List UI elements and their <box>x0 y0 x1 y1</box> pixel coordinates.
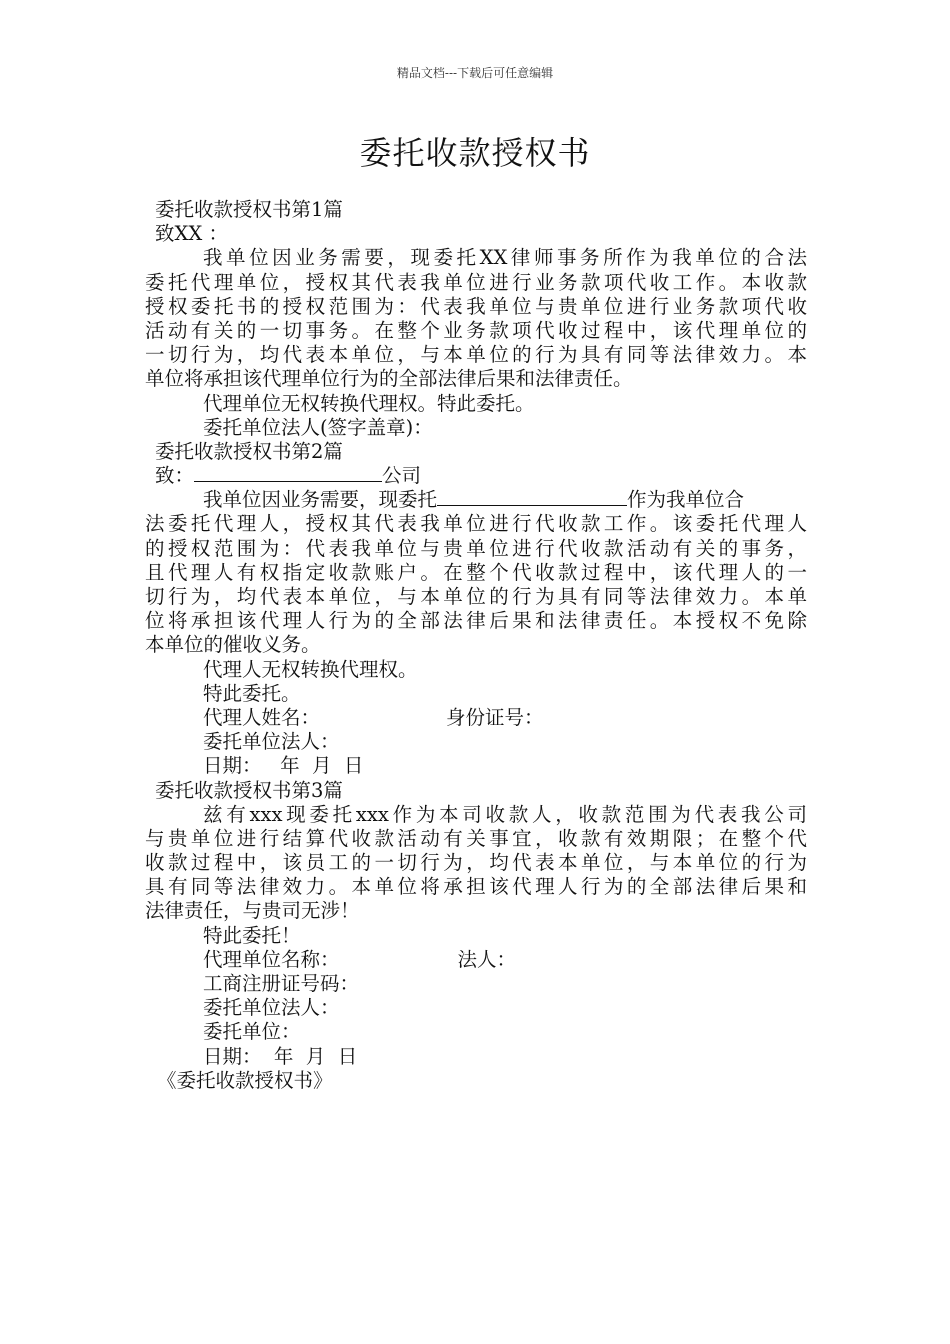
section-2-paragraph-line <box>145 488 807 512</box>
section-2-agent-line <box>145 706 807 730</box>
section-2-paragraph-line: 位将承担该代理人行为的全部法律后果和法律责任。本授权不免除 <box>145 609 807 633</box>
legal-person-label: 法人： <box>457 947 517 971</box>
section-2-hereby: 特此委托。 <box>203 681 301 705</box>
section-3-paragraph-line: 兹有xxx现委托xxx作为本司收款人，收款范围为代表我公司 <box>203 802 807 826</box>
section-3-paragraph-line: 收款过程中，该员工的一切行为，均代表本单位，与本单位的行为 <box>145 851 807 875</box>
section-2-paragraph-line: 本单位的催收义务。 <box>145 633 321 657</box>
section-1-addressee: 致XX ： <box>155 222 228 246</box>
section-3-paragraph-line: 与贵单位进行结算代收款活动有关事宜，收款有效期限；在整个代 <box>145 826 807 850</box>
section-2-paragraph-line: 且代理人有权指定收款账户。在整个代收款过程中，该代理人的一 <box>145 560 807 584</box>
paragraph-start: 我单位因业务需要，现委托 <box>203 488 438 512</box>
section-3-paragraph-line: 具有同等法律效力。本单位将承担该代理人行为的全部法律后果和 <box>145 875 807 899</box>
paragraph-end: 作为我单位合 <box>627 488 745 512</box>
section-3-date: 日期： 年 月 日 <box>203 1044 358 1068</box>
section-1-no-transfer: 代理单位无权转换代理权。特此委托。 <box>203 391 535 415</box>
section-1-signature-line: 委托单位法人(签字盖章)： <box>203 415 433 439</box>
section-1-paragraph-line: 授权委托书的授权范围为：代表我单位与贵单位进行业务款项代收 <box>145 294 807 318</box>
agent-name-label: 代理人姓名： <box>203 705 321 729</box>
agent-unit-label: 代理单位名称： <box>203 947 340 971</box>
document-title: 委托收款授权书 <box>359 134 591 172</box>
section-3-paragraph-line: 法律责任，与贵司无涉！ <box>145 899 360 923</box>
section-2-addressee <box>145 464 807 488</box>
section-2-legal-person: 委托单位法人： <box>203 730 340 754</box>
section-1-heading: 委托收款授权书第1篇 <box>155 198 343 221</box>
section-3-legal-person: 委托单位法人： <box>203 996 340 1020</box>
section-2-paragraph-line: 切行为，均代表本单位，与本单位的行为具有同等法律效力。本单 <box>145 585 807 608</box>
section-3-agent-unit-line <box>145 948 807 972</box>
document-body <box>145 198 807 1093</box>
section-2-paragraph-line: 法委托代理人，授权其代表我单位进行代收款工作。该委托代理人 <box>145 512 807 536</box>
to-label: 致： <box>155 464 195 488</box>
footer-title-reference: 《委托收款授权书》 <box>157 1068 333 1092</box>
section-2-no-transfer: 代理人无权转换代理权。 <box>203 657 418 681</box>
company-blank <box>194 464 382 482</box>
company-label: 公司 <box>382 464 422 488</box>
agent-blank <box>437 488 627 506</box>
section-2-date: 日期： 年 月 日 <box>203 754 364 778</box>
section-2-paragraph-line: 的授权范围为：代表我单位与贵单位进行代收款活动有关的事务， <box>145 536 807 560</box>
header-watermark: 精品文档---下载后可任意编辑 <box>396 66 554 80</box>
id-number-label: 身份证号： <box>446 705 544 729</box>
section-1-paragraph-line: 我单位因业务需要，现委托XX律师事务所作为我单位的合法 <box>203 246 807 270</box>
section-1-paragraph-line: 单位将承担该代理单位行为的全部法律后果和法律责任。 <box>145 367 633 391</box>
section-3-heading: 委托收款授权书第3篇 <box>155 778 343 802</box>
section-1-paragraph-line: 一切行为，均代表本单位，与本单位的行为具有同等法律效力。本 <box>145 343 807 367</box>
section-3-unit: 委托单位： <box>203 1020 301 1044</box>
section-3-hereby: 特此委托！ <box>203 923 301 947</box>
section-1-paragraph-line: 活动有关的一切事务。在整个业务款项代收过程中，该代理单位的 <box>145 318 807 342</box>
section-1-paragraph-line: 委托代理单位，授权其代表我单位进行业务款项代收工作。本收款 <box>145 270 807 294</box>
section-3-registration: 工商注册证号码： <box>203 972 360 995</box>
section-2-heading: 委托收款授权书第2篇 <box>155 439 343 463</box>
